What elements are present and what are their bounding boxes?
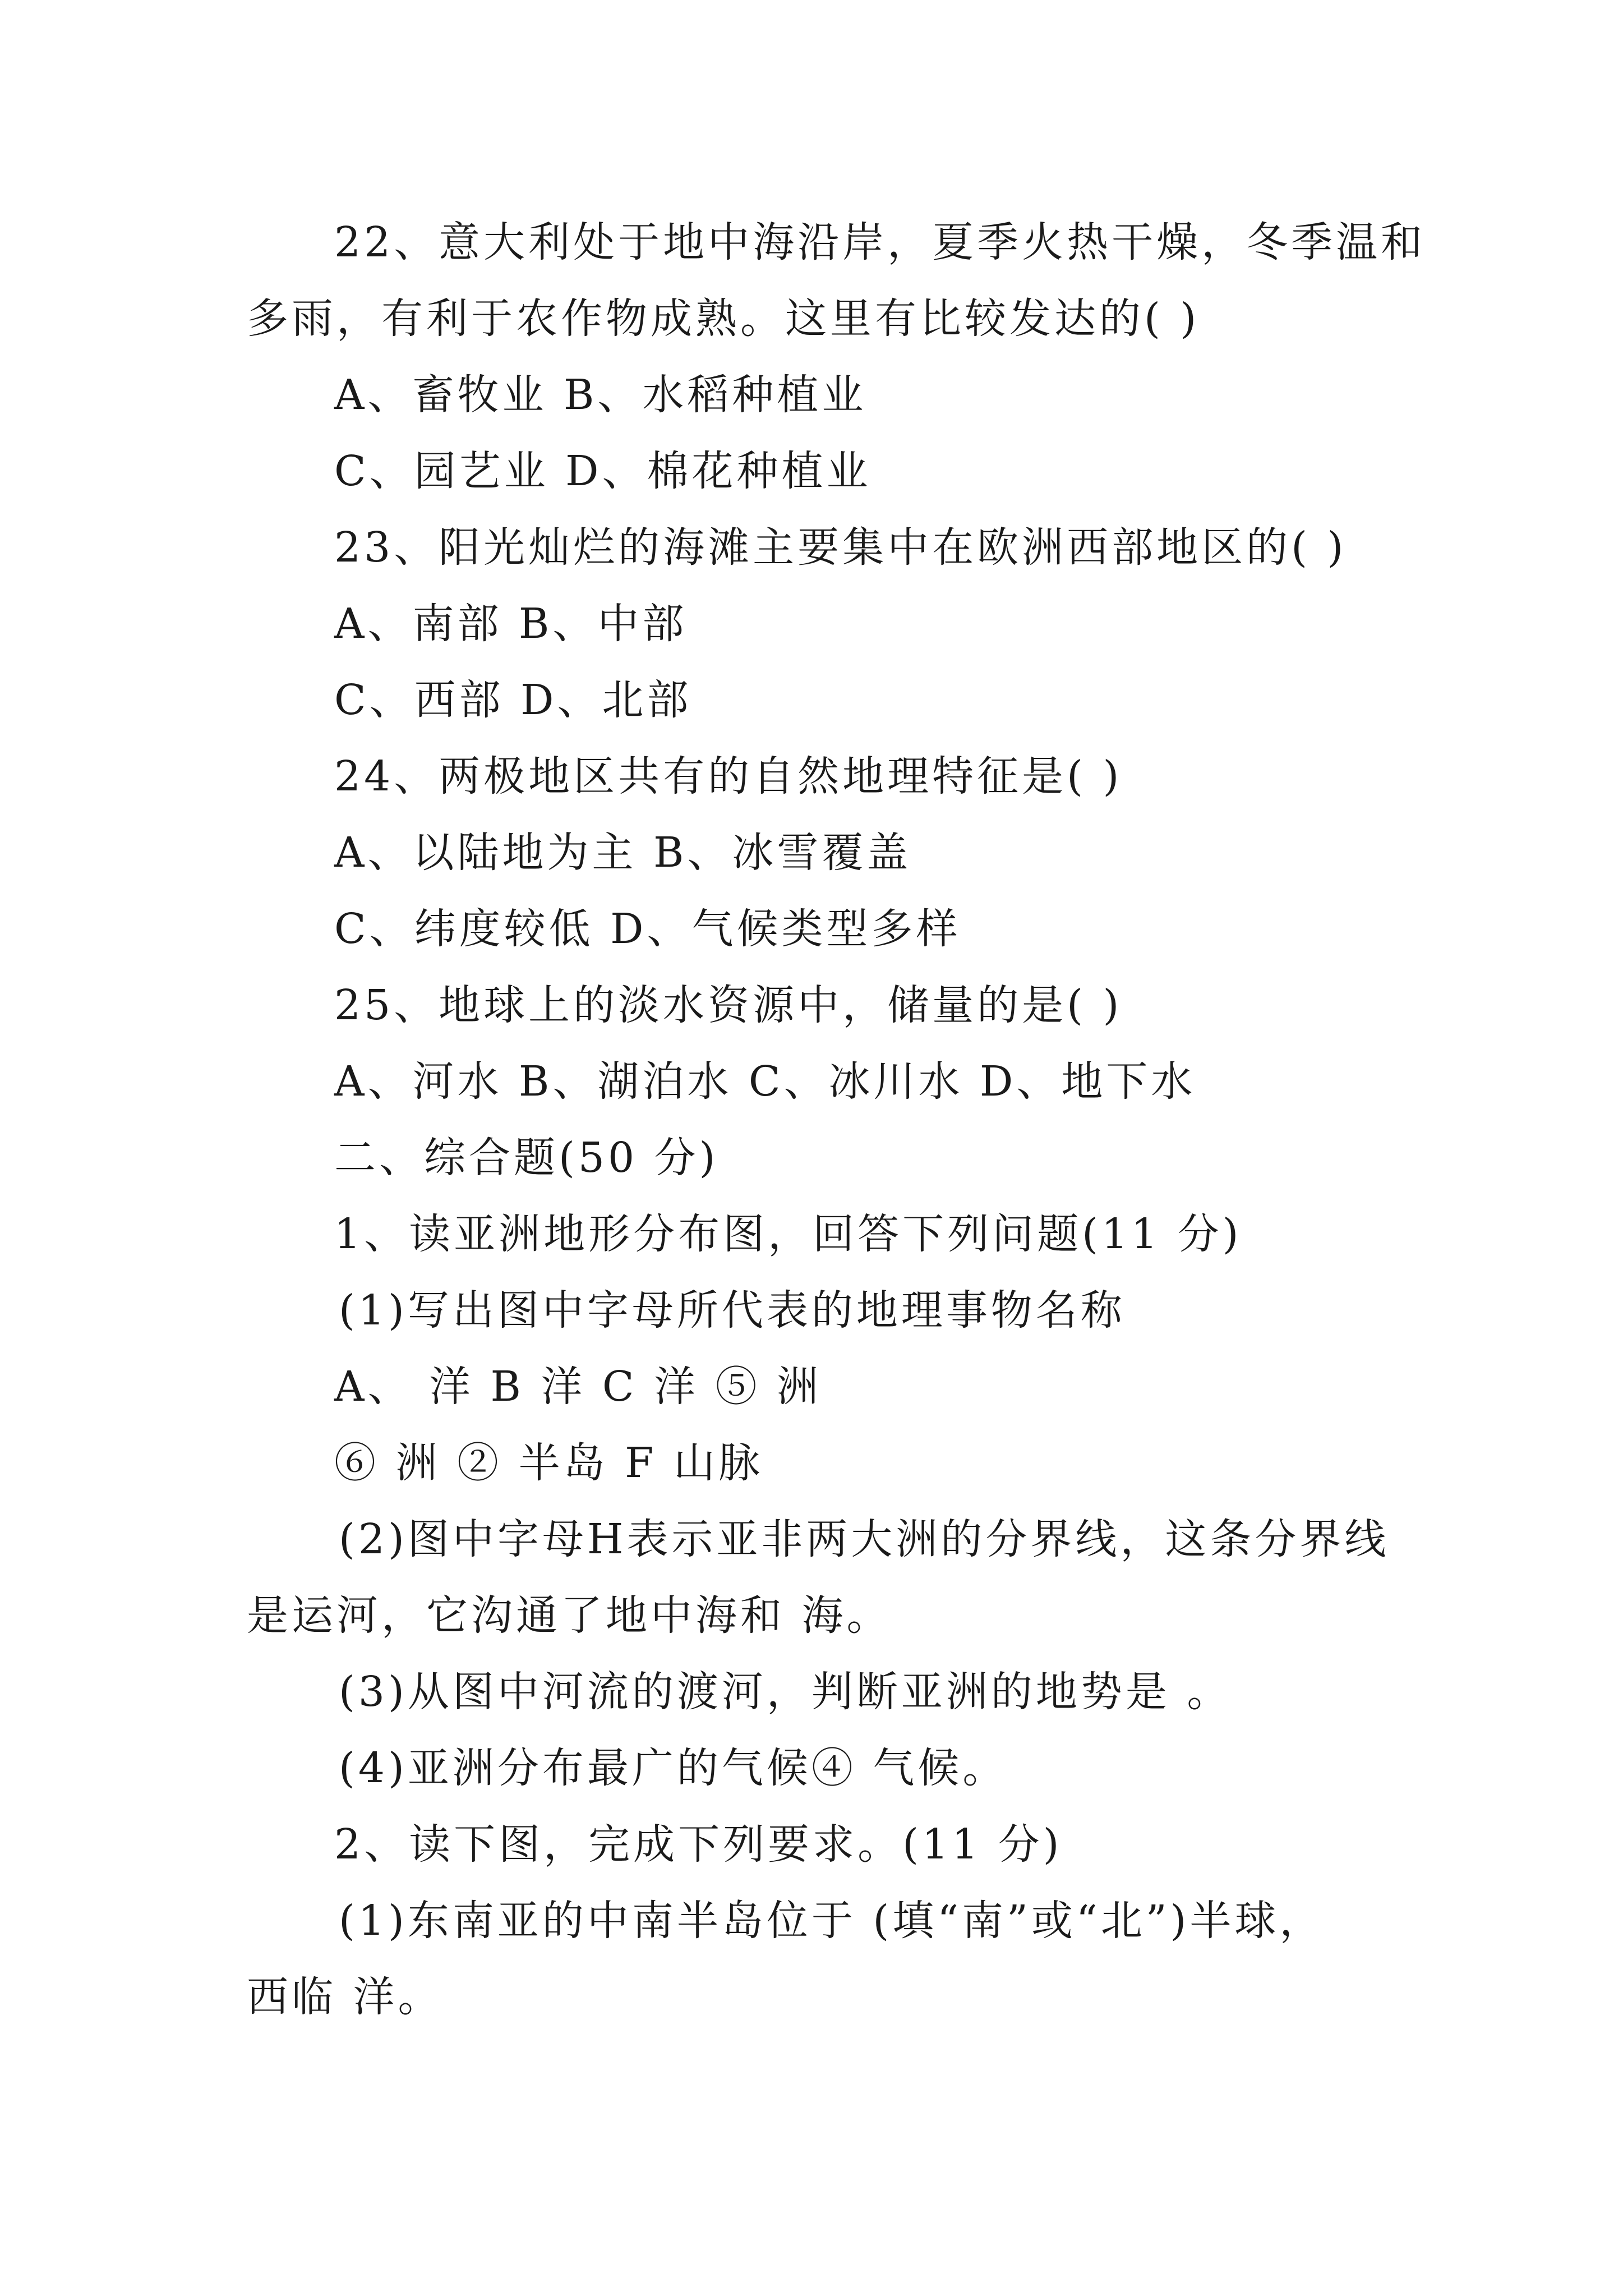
comprehensive-question-1-part-2: (2)图中字母H表示亚非两大洲的分界线，这条分界线 — [339, 1515, 1390, 1563]
question-25-stem: 25、地球上的淡水资源中，储量的是( ) — [334, 981, 1123, 1029]
section-heading: 二、综合题(50 分) — [334, 1134, 719, 1182]
question-23-options-ab: A、南部 B、中部 — [334, 600, 688, 648]
question-25-options: A、河水 B、湖泊水 C、冰川水 D、地下水 — [334, 1057, 1196, 1106]
comprehensive-question-1-part-2-continued: 是运河，它沟通了地中海和 海。 — [247, 1591, 892, 1640]
comprehensive-question-1-part-1-blanks-b: ⑥ 洲 ② 半岛 F 山脉 — [334, 1439, 763, 1487]
comprehensive-question-1-part-4: (4)亚洲分布最广的气候④ 气候。 — [339, 1744, 1008, 1792]
question-22-options-cd: C、园艺业 D、棉花种植业 — [334, 447, 872, 495]
question-23-options-cd: C、西部 D、北部 — [334, 676, 692, 724]
comprehensive-question-1-part-3: (3)从图中河流的渡河，判断亚洲的地势是 。 — [339, 1668, 1232, 1716]
question-22-options-ab: A、畜牧业 B、水稻种植业 — [334, 371, 867, 419]
comprehensive-question-2-part-1-continued: 西临 洋。 — [247, 1973, 443, 2021]
comprehensive-question-1-stem: 1、读亚洲地形分布图，回答下列问题(11 分) — [334, 1210, 1242, 1258]
comprehensive-question-1-part-1: (1)写出图中字母所代表的地理事物名称 — [339, 1286, 1126, 1335]
comprehensive-question-2-part-1: (1)东南亚的中南半岛位于 (填“南”或“北”)半球， — [339, 1897, 1325, 1945]
question-23-stem: 23、阳光灿烂的海滩主要集中在欧洲西部地区的( ) — [334, 523, 1347, 572]
comprehensive-question-2-stem: 2、读下图，完成下列要求。(11 分) — [334, 1820, 1063, 1869]
question-22-stem-continued: 多雨，有利于农作物成熟。这里有比较发达的( ) — [247, 295, 1200, 343]
question-22-stem: 22、意大利处于地中海沿岸，夏季火热干燥，冬季温和 — [334, 218, 1426, 266]
comprehensive-question-1-part-1-blanks-a: A、 洋 B 洋 C 洋 ⑤ 洲 — [334, 1363, 822, 1411]
question-24-options-ab: A、以陆地为主 B、冰雪覆盖 — [334, 829, 912, 877]
question-24-stem: 24、两极地区共有的自然地理特征是( ) — [334, 752, 1123, 800]
question-24-options-cd: C、纬度较低 D、气候类型多样 — [334, 905, 961, 953]
